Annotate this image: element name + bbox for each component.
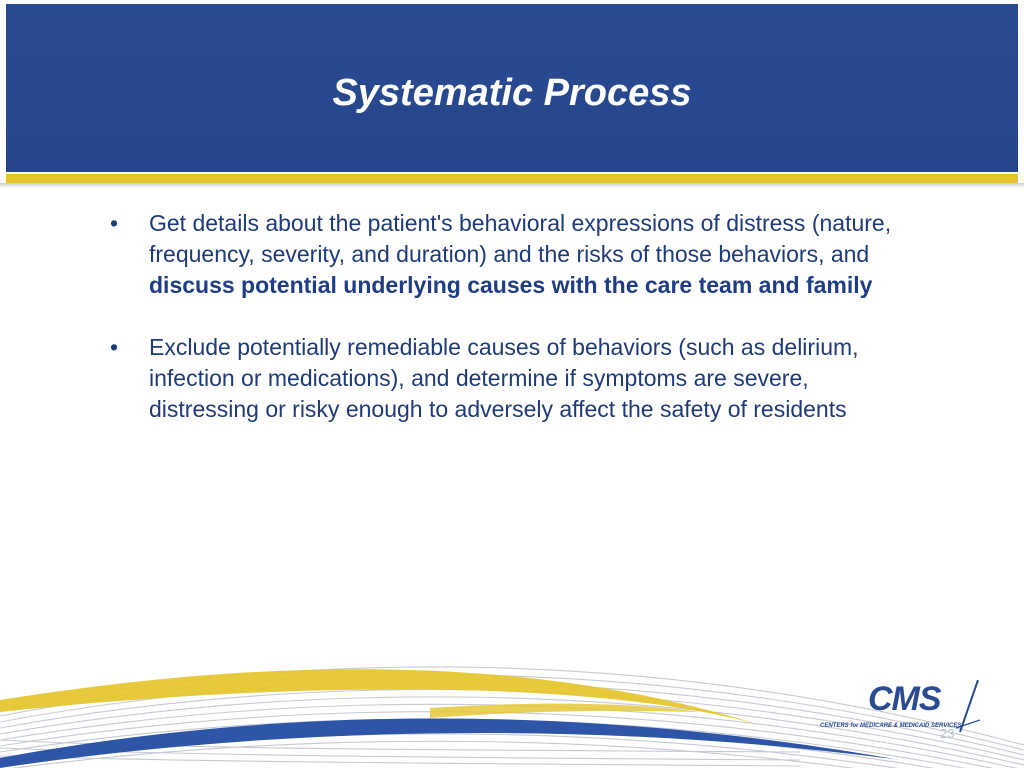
bullet-emphasis: discuss potential underlying causes with the care team and family (149, 272, 873, 298)
gold-divider (6, 174, 1018, 183)
bullet-item (110, 332, 910, 425)
bullet-marker: • (110, 334, 119, 360)
cms-logo-text: CMS (868, 680, 941, 718)
logo-slash-icon (956, 680, 980, 740)
bullet-list (110, 208, 910, 456)
bullet-text: Exclude potentially remediable causes of behaviors (such as delirium, infection or medications), and determine if symptoms are severe, distressing or risky enough to adversely affect the safety of residents (149, 334, 859, 422)
cms-logo (818, 680, 980, 740)
slide-title: Systematic Process (332, 72, 692, 114)
bullet-marker: • (110, 210, 119, 236)
bullet-text: Get details about the patient's behavioral expressions of distress (nature, frequency, severity, and duration) and the risks of those behaviors, and (149, 210, 892, 267)
banner-shadow (0, 183, 1024, 188)
bullet-item (110, 208, 910, 301)
cms-logo-subtitle: CENTERS for MEDICARE & MEDICAID SERVICES (820, 723, 962, 729)
page-number: 23 (940, 726, 955, 741)
